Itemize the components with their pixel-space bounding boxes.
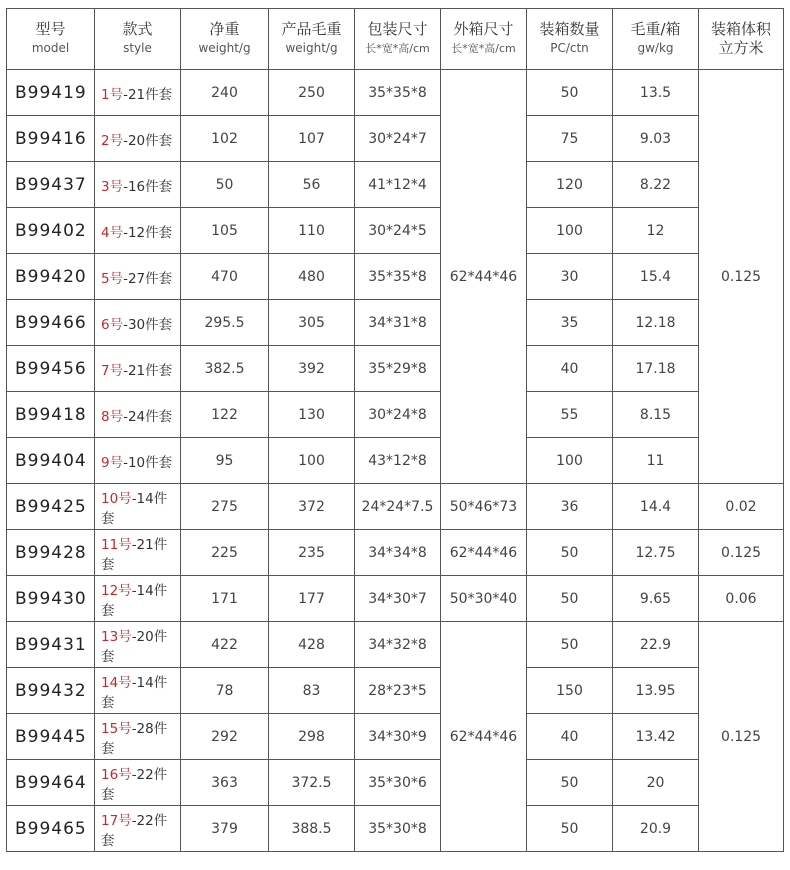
package-size-cell: 34*30*9 [355,714,441,760]
style-cell [95,162,181,208]
package-size-cell: 35*35*8 [355,70,441,116]
carton-volume-cell: 0.125 [699,530,784,576]
net-weight-cell: 171 [181,576,269,622]
net-weight-cell: 240 [181,70,269,116]
table-row [7,208,784,254]
style-number: 15号 [101,720,132,737]
carton-volume-cell: 0.125 [699,70,784,484]
table-row [7,760,784,806]
net-weight-cell: 292 [181,714,269,760]
package-size-cell: 34*30*7 [355,576,441,622]
style-number: 3号 [101,178,124,195]
carton-qty-cell: 100 [527,438,613,484]
carton-gross-weight-cell: 12.75 [613,530,699,576]
table-row [7,300,784,346]
carton-gross-weight-cell: 11 [613,438,699,484]
package-size-cell: 34*34*8 [355,530,441,576]
style-number: 6号 [101,316,124,333]
header-gross-weight: 产品毛重 weight/g [269,9,355,70]
table-row [7,438,784,484]
carton-qty-cell: 120 [527,162,613,208]
gross-weight-cell: 250 [269,70,355,116]
carton-gross-weight-cell: 12.18 [613,300,699,346]
carton-qty-cell: 150 [527,668,613,714]
carton-size-cell: 62*44*46 [441,530,527,576]
carton-gross-weight-cell: 17.18 [613,346,699,392]
header-model: 型号 model [7,9,95,70]
model-cell: B99418 [7,392,95,438]
style-set-count: -14件套 [101,674,168,711]
style-cell [95,70,181,116]
style-cell [95,254,181,300]
gross-weight-cell: 388.5 [269,806,355,852]
style-cell [95,668,181,714]
style-number: 2号 [101,132,124,149]
model-cell: B99464 [7,760,95,806]
style-cell [95,346,181,392]
table-body [7,70,784,852]
model-cell: B99404 [7,438,95,484]
carton-qty-cell: 40 [527,714,613,760]
style-cell [95,300,181,346]
table-row [7,668,784,714]
carton-qty-cell: 75 [527,116,613,162]
gross-weight-cell: 392 [269,346,355,392]
model-cell: B99402 [7,208,95,254]
package-size-cell: 24*24*7.5 [355,484,441,530]
style-set-count: -30件套 [123,316,173,333]
style-set-count: -20件套 [123,132,173,149]
style-number: 11号 [101,536,132,553]
style-cell [95,530,181,576]
gross-weight-cell: 298 [269,714,355,760]
gross-weight-cell: 83 [269,668,355,714]
net-weight-cell: 105 [181,208,269,254]
style-cell [95,438,181,484]
net-weight-cell: 379 [181,806,269,852]
net-weight-cell: 363 [181,760,269,806]
header-row [7,9,784,70]
style-number: 13号 [101,628,132,645]
style-number: 16号 [101,766,132,783]
package-size-cell: 30*24*7 [355,116,441,162]
header-carton-qty: 装箱数量 PC/ctn [527,9,613,70]
package-size-cell: 35*30*8 [355,806,441,852]
package-size-cell: 34*32*8 [355,622,441,668]
style-number: 1号 [101,86,124,103]
style-number: 9号 [101,454,124,471]
style-set-count: -20件套 [101,628,168,665]
carton-size-cell: 62*44*46 [441,622,527,852]
model-cell: B99419 [7,70,95,116]
package-size-cell: 28*23*5 [355,668,441,714]
style-cell [95,806,181,852]
model-cell: B99437 [7,162,95,208]
net-weight-cell: 295.5 [181,300,269,346]
carton-gross-weight-cell: 20 [613,760,699,806]
style-number: 17号 [101,812,132,829]
carton-qty-cell: 40 [527,346,613,392]
style-set-count: -21件套 [123,362,173,379]
style-number: 7号 [101,362,124,379]
table-row [7,576,784,622]
carton-gross-weight-cell: 20.9 [613,806,699,852]
model-cell: B99466 [7,300,95,346]
style-set-count: -22件套 [101,812,168,849]
table-row [7,70,784,116]
gross-weight-cell: 305 [269,300,355,346]
net-weight-cell: 275 [181,484,269,530]
carton-gross-weight-cell: 13.5 [613,70,699,116]
header-package-size: 包装尺寸 长*宽*高/cm [355,9,441,70]
style-set-count: -21件套 [123,86,173,103]
header-carton-volume: 装箱体积 立方米 [699,9,784,70]
style-set-count: -16件套 [123,178,173,195]
style-number: 10号 [101,490,132,507]
style-cell [95,208,181,254]
table-row [7,254,784,300]
carton-gross-weight-cell: 9.03 [613,116,699,162]
net-weight-cell: 50 [181,162,269,208]
gross-weight-cell: 235 [269,530,355,576]
net-weight-cell: 422 [181,622,269,668]
carton-gross-weight-cell: 22.9 [613,622,699,668]
style-cell [95,714,181,760]
gross-weight-cell: 428 [269,622,355,668]
carton-qty-cell: 50 [527,806,613,852]
model-cell: B99416 [7,116,95,162]
gross-weight-cell: 130 [269,392,355,438]
carton-qty-cell: 30 [527,254,613,300]
carton-volume-cell: 0.125 [699,622,784,852]
carton-qty-cell: 50 [527,622,613,668]
net-weight-cell: 95 [181,438,269,484]
carton-qty-cell: 50 [527,760,613,806]
gross-weight-cell: 110 [269,208,355,254]
carton-qty-cell: 50 [527,530,613,576]
carton-qty-cell: 50 [527,576,613,622]
carton-size-cell: 62*44*46 [441,70,527,484]
style-cell [95,622,181,668]
carton-gross-weight-cell: 12 [613,208,699,254]
style-cell [95,116,181,162]
carton-gross-weight-cell: 13.95 [613,668,699,714]
style-cell [95,484,181,530]
style-number: 12号 [101,582,132,599]
model-cell: B99432 [7,668,95,714]
product-spec-table [6,8,784,852]
carton-gross-weight-cell: 8.22 [613,162,699,208]
model-cell: B99431 [7,622,95,668]
model-cell: B99430 [7,576,95,622]
carton-gross-weight-cell: 14.4 [613,484,699,530]
table-row [7,392,784,438]
style-set-count: -22件套 [101,766,168,803]
header-carton-size: 外箱尺寸 长*宽*高/cm [441,9,527,70]
table-row [7,806,784,852]
style-cell [95,760,181,806]
package-size-cell: 35*30*6 [355,760,441,806]
carton-qty-cell: 36 [527,484,613,530]
style-set-count: -27件套 [123,270,173,287]
package-size-cell: 35*35*8 [355,254,441,300]
style-set-count: -14件套 [101,490,168,527]
gross-weight-cell: 177 [269,576,355,622]
model-cell: B99425 [7,484,95,530]
style-number: 5号 [101,270,124,287]
carton-gross-weight-cell: 15.4 [613,254,699,300]
table-row [7,346,784,392]
style-set-count: -28件套 [101,720,168,757]
header-style: 款式 style [95,9,181,70]
style-cell [95,392,181,438]
carton-volume-cell: 0.06 [699,576,784,622]
package-size-cell: 41*12*4 [355,162,441,208]
net-weight-cell: 102 [181,116,269,162]
gross-weight-cell: 100 [269,438,355,484]
carton-volume-cell: 0.02 [699,484,784,530]
carton-qty-cell: 100 [527,208,613,254]
carton-qty-cell: 50 [527,70,613,116]
carton-qty-cell: 55 [527,392,613,438]
gross-weight-cell: 107 [269,116,355,162]
net-weight-cell: 78 [181,668,269,714]
style-set-count: -24件套 [123,408,173,425]
style-set-count: -21件套 [101,536,168,573]
model-cell: B99445 [7,714,95,760]
gross-weight-cell: 372.5 [269,760,355,806]
carton-qty-cell: 35 [527,300,613,346]
header-carton-gross-weight: 毛重/箱 gw/kg [613,9,699,70]
carton-gross-weight-cell: 9.65 [613,576,699,622]
table-row [7,484,784,530]
carton-size-cell: 50*46*73 [441,484,527,530]
package-size-cell: 35*29*8 [355,346,441,392]
style-set-count: -10件套 [123,454,173,471]
gross-weight-cell: 480 [269,254,355,300]
style-cell [95,576,181,622]
carton-gross-weight-cell: 8.15 [613,392,699,438]
net-weight-cell: 382.5 [181,346,269,392]
gross-weight-cell: 372 [269,484,355,530]
style-set-count: -14件套 [101,582,168,619]
model-cell: B99456 [7,346,95,392]
table-row [7,714,784,760]
style-number: 4号 [101,224,124,241]
model-cell: B99420 [7,254,95,300]
style-number: 8号 [101,408,124,425]
model-cell: B99428 [7,530,95,576]
carton-gross-weight-cell: 13.42 [613,714,699,760]
gross-weight-cell: 56 [269,162,355,208]
header-net-weight: 净重 weight/g [181,9,269,70]
net-weight-cell: 122 [181,392,269,438]
net-weight-cell: 225 [181,530,269,576]
table-row [7,116,784,162]
style-number: 14号 [101,674,132,691]
style-set-count: -12件套 [123,224,173,241]
package-size-cell: 30*24*5 [355,208,441,254]
net-weight-cell: 470 [181,254,269,300]
package-size-cell: 43*12*8 [355,438,441,484]
package-size-cell: 30*24*8 [355,392,441,438]
package-size-cell: 34*31*8 [355,300,441,346]
model-cell: B99465 [7,806,95,852]
table-row [7,622,784,668]
carton-size-cell: 50*30*40 [441,576,527,622]
table-row [7,162,784,208]
table-row [7,530,784,576]
